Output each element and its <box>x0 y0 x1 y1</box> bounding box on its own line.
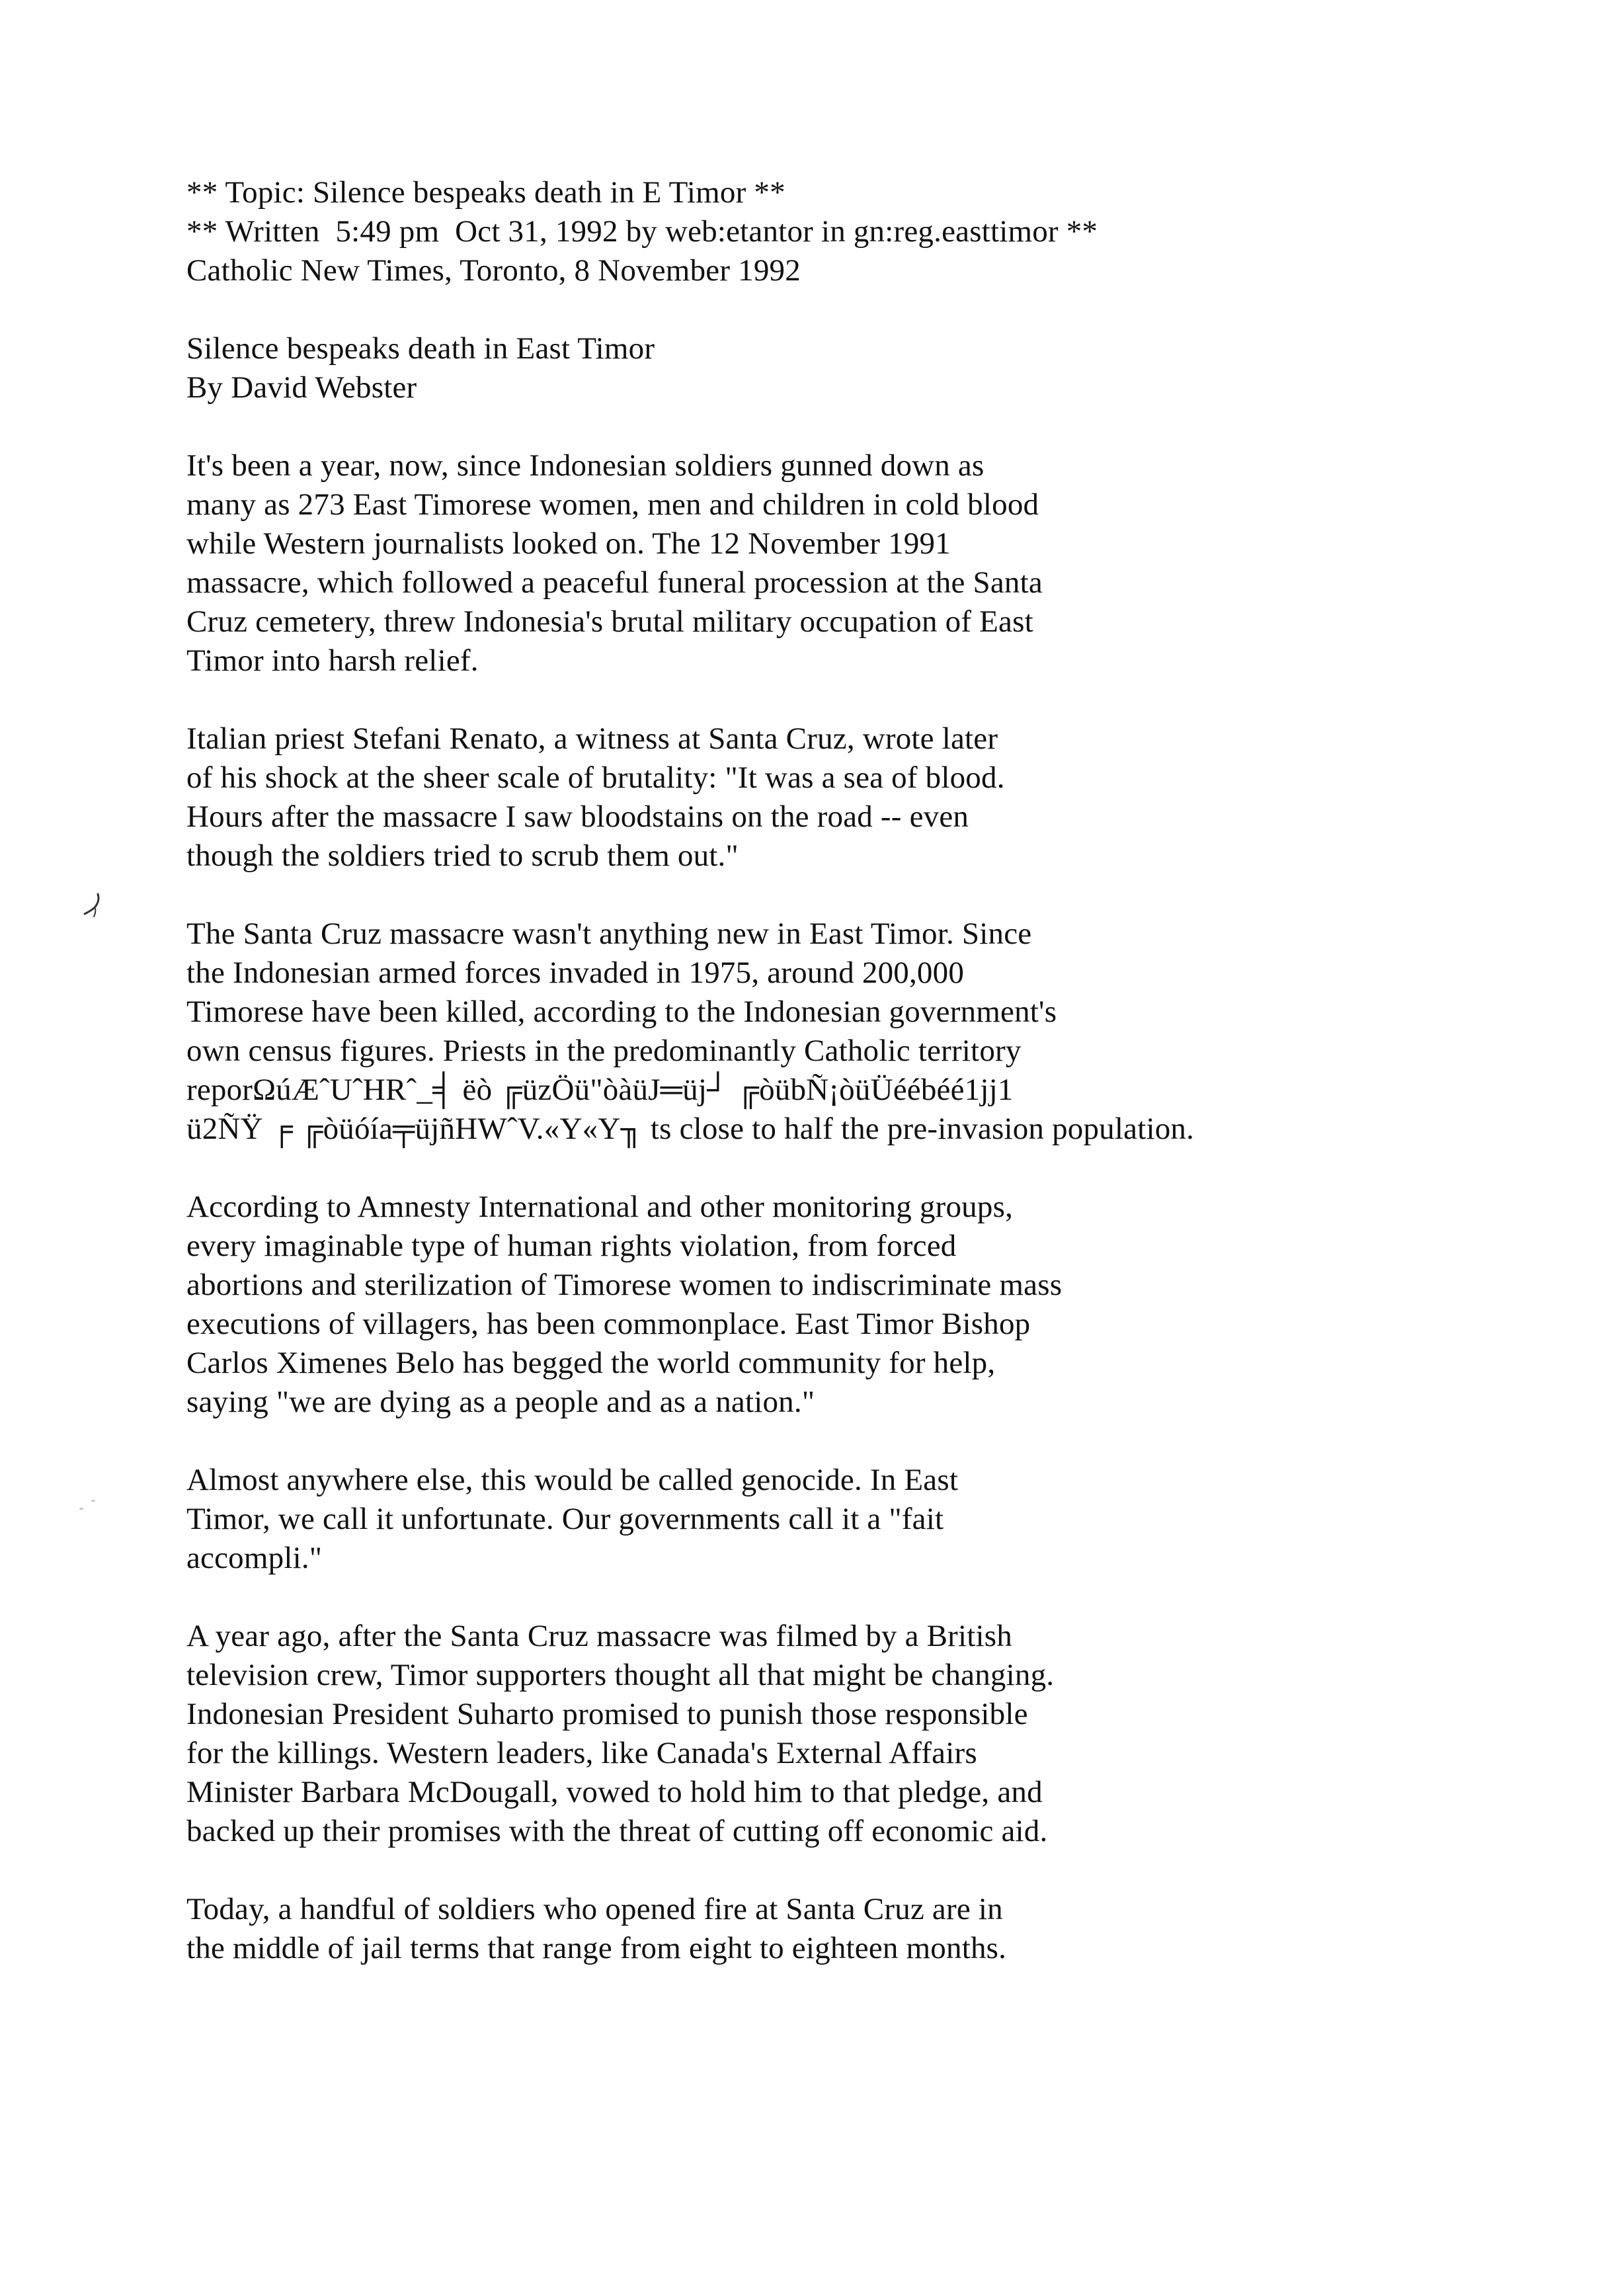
paragraph-line: Carlos Ximenes Belo has begged the world community for help, <box>186 1346 996 1380</box>
blank-line <box>186 876 1548 915</box>
paragraph <box>186 1188 1548 1422</box>
paragraph-line: every imaginable type of human rights violation, from forced <box>186 1229 957 1263</box>
blank-line <box>186 407 1548 446</box>
article-heading <box>186 329 1548 407</box>
paragraph-line: According to Amnesty International and other monitoring groups, <box>186 1190 1014 1224</box>
paragraph-line: though the soldiers tried to scrub them out." <box>186 839 739 873</box>
margin-pen-mark <box>78 891 104 923</box>
paragraph-line: many as 273 East Timorese women, men and children in cold blood <box>186 487 1039 522</box>
scan-speck <box>91 1500 95 1502</box>
paragraph-line: own census figures. Priests in the predominantly Catholic territory <box>186 1034 1022 1068</box>
paragraph-line: saying "we are dying as a people and as a nation." <box>186 1385 815 1419</box>
paragraph-line: while Western journalists looked on. The 12 November 1991 <box>186 526 951 561</box>
paragraph <box>186 1617 1548 1851</box>
paragraph-line: Italian priest Stefani Renato, a witness at Santa Cruz, wrote later <box>186 721 998 756</box>
source-line: Catholic New Times, Toronto, 8 November 1992 <box>186 253 801 288</box>
paragraph-line: abortions and sterilization of Timorese women to indiscriminate mass <box>186 1268 1063 1302</box>
paragraph-line: for the killings. Western leaders, like Canada's External Affairs <box>186 1736 977 1770</box>
scan-speck <box>79 1508 83 1510</box>
header-block <box>186 173 1548 290</box>
paragraph-line: the middle of jail terms that range from eight to eighteen months. <box>186 1931 1007 1965</box>
blank-line <box>186 1149 1548 1188</box>
paragraph <box>186 1890 1548 1968</box>
blank-line <box>186 1422 1548 1461</box>
blank-line <box>186 680 1548 719</box>
topic-line: ** Topic: Silence bespeaks death in E Timor ** <box>186 175 785 210</box>
paragraph-line: Timor into harsh relief. <box>186 643 479 678</box>
article-title: Silence bespeaks death in East Timor <box>186 331 655 366</box>
paragraph-line: It's been a year, now, since Indonesian soldiers gunned down as <box>186 448 985 483</box>
paragraph-line: Timor, we call it unfortunate. Our governments call it a "fait <box>186 1502 944 1536</box>
article-byline: By David Webster <box>186 370 417 405</box>
paragraph <box>186 446 1548 680</box>
paragraph-line: Indonesian President Suharto promised to punish those responsible <box>186 1697 1028 1731</box>
paragraph-line: Today, a handful of soldiers who opened fire at Santa Cruz are in <box>186 1892 1003 1926</box>
paragraph <box>186 915 1548 1149</box>
paragraph-line: massacre, which followed a peaceful funeral procession at the Santa <box>186 565 1043 600</box>
blank-line <box>186 1851 1548 1890</box>
paragraph-line: The Santa Cruz massacre wasn't anything new in East Timor. Since <box>186 917 1032 951</box>
written-line: ** Written 5:49 pm Oct 31, 1992 by web:etantor in gn:reg.easttimor ** <box>186 214 1098 249</box>
paragraph-line: A year ago, after the Santa Cruz massacre was filmed by a British <box>186 1619 1012 1653</box>
paragraph-line: Minister Barbara McDougall, vowed to hold him to that pledge, and <box>186 1775 1043 1809</box>
paragraph-line: the Indonesian armed forces invaded in 1975, around 200,000 <box>186 956 965 990</box>
blank-line <box>186 290 1548 329</box>
paragraph-line: reporΩúÆˆUˆHRˆ_╡ ëò ╔üzÖü"òàüJ═üj┘ ╔òübÑ¡òüÜéébéé1jj1 <box>186 1073 1014 1107</box>
blank-line <box>186 1578 1548 1617</box>
paragraph-line: backed up their promises with the threat of cutting off economic aid. <box>186 1814 1048 1848</box>
paragraph-line: Hours after the massacre I saw bloodstains on the road -- even <box>186 800 969 834</box>
paragraph-line: executions of villagers, has been commonplace. East Timor Bishop <box>186 1307 1031 1341</box>
article-body <box>186 446 1548 1968</box>
paragraph <box>186 719 1548 876</box>
paragraph-line: Timorese have been killed, according to the Indonesian government's <box>186 995 1057 1029</box>
paragraph <box>186 1461 1548 1578</box>
paragraph-line: Almost anywhere else, this would be called genocide. In East <box>186 1463 959 1497</box>
paragraph-line: television crew, Timor supporters thought all that might be changing. <box>186 1658 1055 1692</box>
paragraph-line: Cruz cemetery, threw Indonesia's brutal military occupation of East <box>186 604 1033 639</box>
paragraph-line: accompli." <box>186 1541 323 1575</box>
document-body <box>186 173 1548 1968</box>
paragraph-line: ü2ÑŸ ╒ ╔òüóía╤üjñHWˆV.«Y«Y╖ ts close to half the pre-invasion population. <box>186 1112 1195 1146</box>
paragraph-line: of his shock at the sheer scale of brutality: "It was a sea of blood. <box>186 760 1005 795</box>
